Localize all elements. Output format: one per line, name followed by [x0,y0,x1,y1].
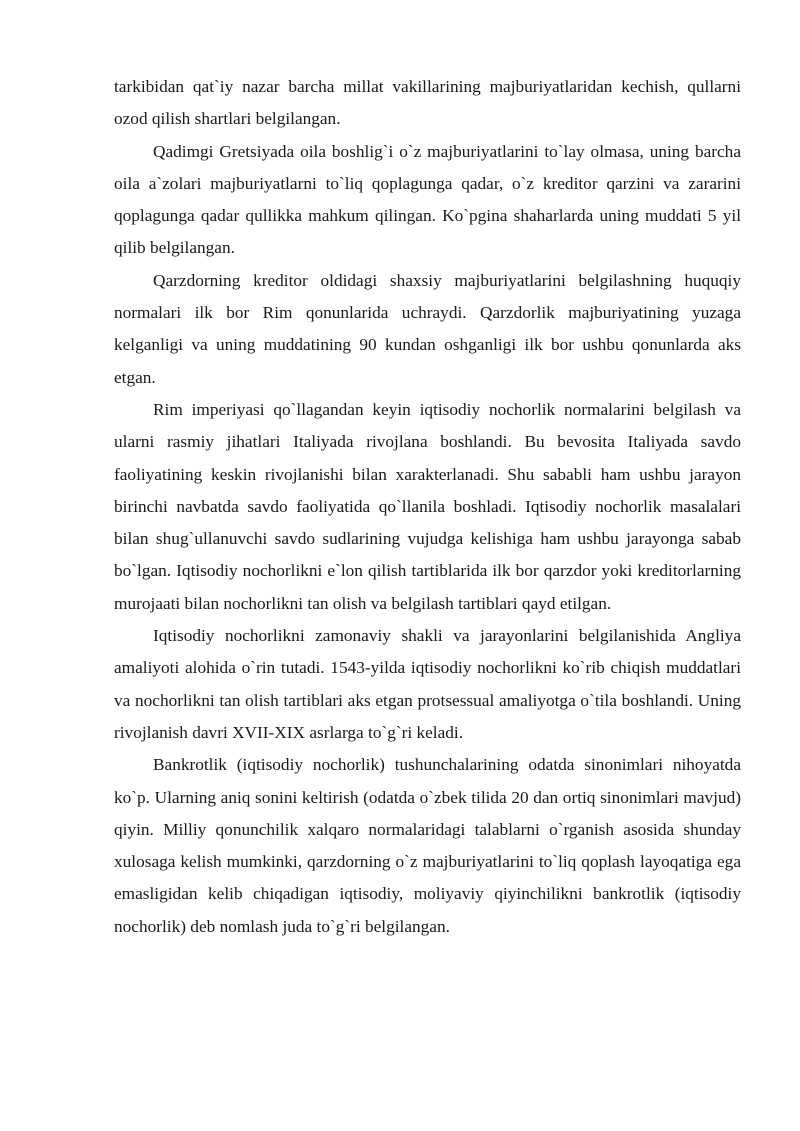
body-text [114,71,741,943]
paragraph-rome-law: Qarzdorning kreditor oldidagi shaxsiy majburiyatlarini belgilashning huquqiy normalari ilk bor Rim qonunlarida uchraydi. Qarzdorlik majburiyatining yuzaga kelganligi va uning muddatining 90 kundan oshganligi ilk bor ushbu qonunlarda aks etgan. [114,270,741,387]
paragraph-england: Iqtisodiy nochorlikni zamonaviy shakli va jarayonlarini belgilanishida Angliya amaliyoti alohida o`rin tutadi. 1543-yilda iqtisodiy nochorlikni ko`rib chiqish muddatlari va nochorlikni tan olish tartiblari aks etgan protsessual amaliyotga o`tila boshlandi. Uning rivojlanish davri XVII-XIX asrlarga to`g`ri keladi. [114,626,741,742]
paragraph-bankruptcy-synonyms: Bankrotlik (iqtisodiy nochorlik) tushunchalarining odatda sinonimlari nihoyatda ko`p. Ularning aniq sonini keltirish (odatda o`zbek tilida 20 dan ortiq sinonimlari mavjud) qiyin. Milliy qonunchilik xalqaro normalaridagi talablarni o`rganish asosida shunday xulosaga kelish mumkinki, qarzdorning o`z majburiyatlarini to`liq qoplash layoqatiga ega emasligidan kelib chiqadigan iqtisodiy, moliyaviy qiyinchilikni bankrotlik (iqtisodiy nochorlik) deb nomlash juda to`g`ri belgilangan. [114,755,741,936]
paragraph-greece: Qadimgi Gretsiyada oila boshlig`i o`z majburiyatlarini to`lay olmasa, uning barcha oila a`zolari majburiyatlarni to`liq qoplagunga qadar, o`z kreditor qarzini va zararini qoplagunga qadar qullikka mahkum qilingan. Ko`pgina shaharlarda uning muddati 5 yil qilib belgilangan. [114,141,741,258]
paragraph-italy: Rim imperiyasi qo`llagandan keyin iqtisodiy nochorlik normalarini belgilash va ularni rasmiy jihatlari Italiyada rivojlana boshlandi. Bu bevosita Italiyada savdo faoliyatining keskin rivojlanishi bilan xarakterlanadi. Shu sababli ham ushbu jarayon birinchi navbatda savdo faoliyatida qo`llanila boshladi. Iqtisodiy nochorlik masalalari bilan shug`ullanuvchi savdo sudlarining vujudga kelishiga ham ushbu jarayonga sabab bo`lgan. Iqtisodiy nochorlikni e`lon qilish tartiblarida ilk bor qarzdor yoki kreditorlarning murojaati bilan nochorlikni tan olish va belgilash tartiblari qayd etilgan. [114,399,741,613]
paragraph-continuation: tarkibidan qat`iy nazar barcha millat vakillarining majburiyatlaridan kechish, qullarni ozod qilish shartlari belgilangan. [114,77,741,129]
